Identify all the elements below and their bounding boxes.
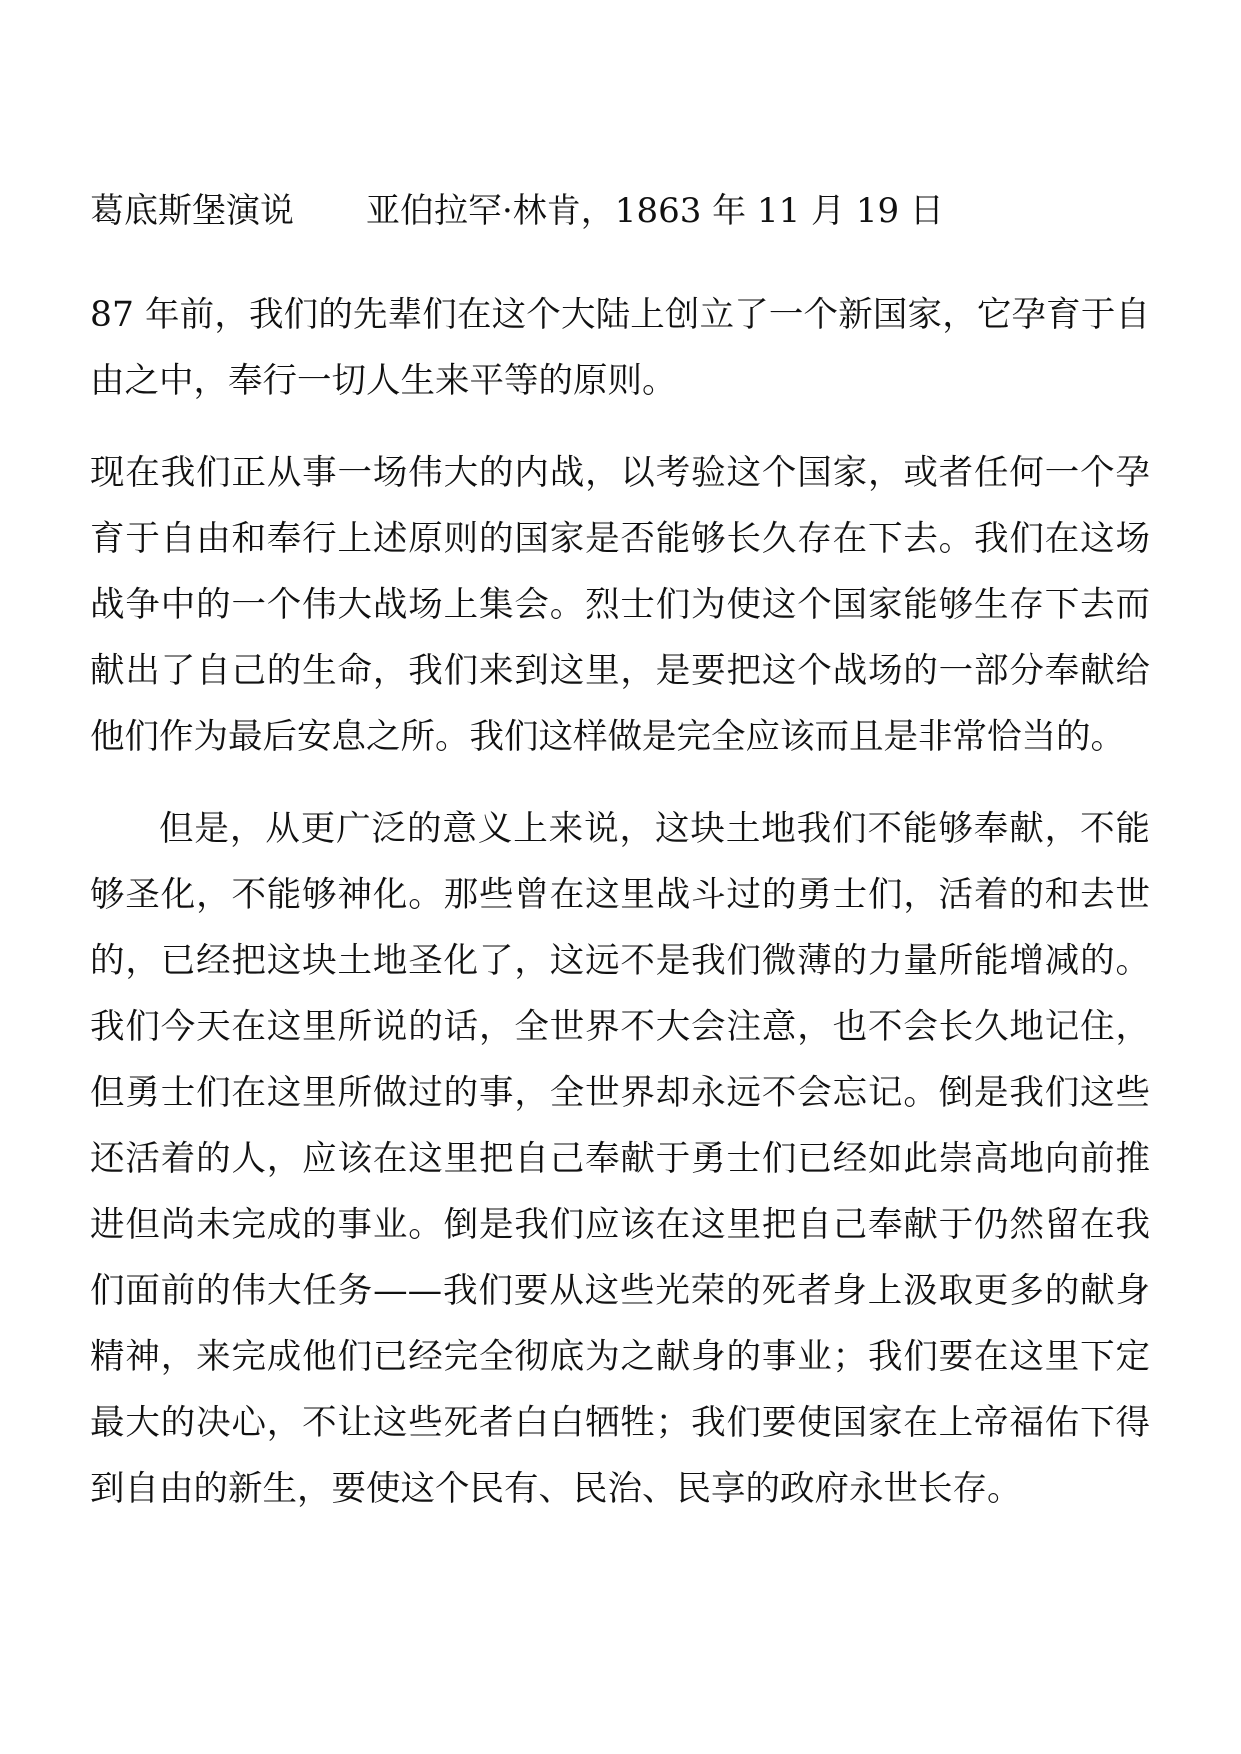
document-byline: 亚伯拉罕·林肯，1863 年 11 月 19 日 — [366, 191, 944, 231]
document-body — [90, 282, 1150, 1522]
paragraph-3: 但是，从更广泛的意义上来说，这块土地我们不能够奉献，不能够圣化，不能够神化。那些曾在这里战斗过的勇士们，活着的和去世的，已经把这块土地圣化了，这远不是我们微薄的力量所能增减的。我们今天在这里所说的话，全世界不大会注意，也不会长久地记住，但勇士们在这里所做过的事，全世界却永远不会忘记。倒是我们这些还活着的人，应该在这里把自己奉献于勇士们已经如此崇高地向前推进但尚未完成的事业。倒是我们应该在这里把自己奉献于仍然留在我们面前的伟大任务——我们要从这些光荣的死者身上汲取更多的献身精神，来完成他们已经完全彻底为之献身的事业；我们要在这里下定最大的决心，不让这些死者白白牺牲；我们要使国家在上帝福佑下得到自由的新生，要使这个民有、民治、民享的政府永世长存。 — [90, 809, 1150, 1509]
document-header — [90, 188, 1150, 234]
paragraph-1: 87 年前，我们的先辈们在这个大陆上创立了一个新国家，它孕育于自由之中，奉行一切人生来平等的原则。 — [90, 295, 1150, 401]
paragraph-2: 现在我们正从事一场伟大的内战，以考验这个国家，或者任何一个孕育于自由和奉行上述原则的国家是否能够长久存在下去。我们在这场战争中的一个伟大战场上集会。烈士们为使这个国家能够生存下去而献出了自己的生命，我们来到这里，是要把这个战场的一部分奉献给他们作为最后安息之所。我们这样做是完全应该而且是非常恰当的。 — [90, 453, 1150, 757]
document-title: 葛底斯堡演说 — [90, 191, 294, 231]
